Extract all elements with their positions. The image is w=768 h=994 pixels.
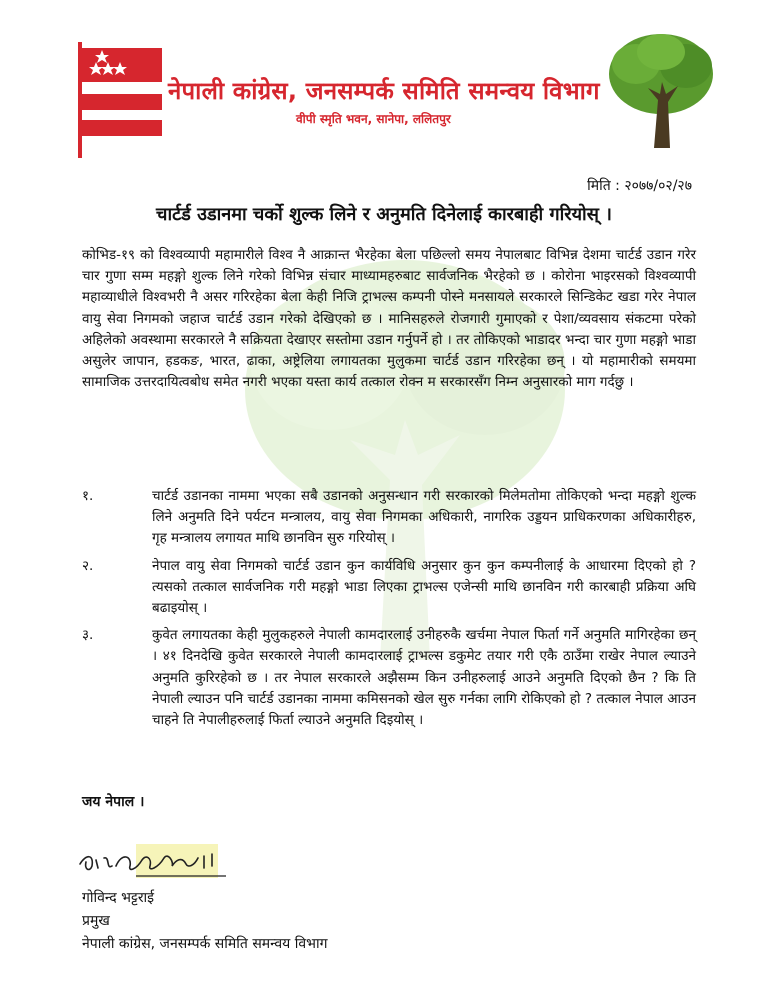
document-date: मिति : २०७७/०२/२७ [587, 178, 692, 194]
list-number: २. [82, 557, 94, 574]
list-text: चार्टर्ड उडानका नाममा भएका सबै उडानको अनुसन्धान गरी सरकारको मिलेमतोमा तोकिएको भन्दा महङ्गो शुल्क लिने अनुमति दिने पर्यटन मन्त्रालय, वायु सेवा निगमका अधिकारी, नागरिक उड्डयन प्राधिकरणका अधिकारीहरु, गृह मन्त्रालय लगायत माथि छानविन सुरु गरियोस् । [152, 488, 696, 547]
list-item [82, 625, 696, 731]
signatory-organization: नेपाली कांग्रेस, जनसम्पर्क समिति समन्वय विभाग [82, 936, 328, 952]
list-item [82, 486, 696, 550]
demand-list [82, 486, 696, 737]
list-text: नेपाल वायु सेवा निगमको चार्टर्ड उडान कुन कार्यविधि अनुसार कुन कुन कम्पनीलाई के आधारमा दिएको हो ? त्यसको तत्काल सार्वजनिक गरी महङ्गो भाडा लिएका ट्राभल्स एजेन्सी माथि छानविन गरी कारबाही प्रक्रिया अघि बढाइयोस् । [152, 557, 696, 617]
list-text: कुवेत लगायतका केही मुलुकहरुले नेपाली कामदारलाई उनीहरुकै खर्चमा नेपाल फिर्ता गर्ने अनुमति मागिरहेका छन् । ४१ दिनदेखि कुवेत सरकारले नेपाली कामदारलाई ट्राभल्स डकुमेट तयार गरी एकै ठाउँमा राखेर नेपाल ल्याउने अनुमति कुरिरहेको छ । तर नेपाल सरकारले अझैसम्म किन उनीहरुलाई आउने अनुमति दिएको छैन ? कि ति नेपाली ल्याउन पनि चार्टर्ड उडानका नाममा कमिसनको खेल सुरु गर्नका लागि रोकिएको हो ? तत्काल नेपाल आउन चाहने ति नेपालीहरुलाई फिर्ता ल्याउने अनुमति दिइयोस् । [152, 627, 696, 729]
list-number: १. [82, 488, 94, 504]
nepali-congress-flag-icon [74, 40, 166, 160]
list-item [82, 556, 696, 620]
tree-icon [606, 30, 716, 150]
letterhead [0, 0, 768, 170]
organization-name: नेपाली कांग्रेस, जनसम्पर्क समिति समन्वय विभाग [168, 77, 600, 105]
organization-address: वीपी स्मृति भवन, सानेपा, ललितपुर [296, 112, 451, 126]
signatory-role: प्रमुख [82, 913, 110, 929]
list-number: ३. [82, 627, 94, 644]
handwritten-signature [76, 836, 246, 886]
signatory-name: गोविन्द भट्टराई [82, 890, 155, 906]
closing-salutation: जय नेपाल । [82, 794, 145, 810]
document-title: चार्टर्ड उडानमा चर्को शुल्क लिने र अनुमति दिनेलाई कारबाही गरियोस् । [156, 204, 612, 225]
body-paragraph: कोभिड-१९ को विश्वव्यापी महामारीले विश्व नै आक्रान्त भैरहेका बेला पछिल्लो समय नेपालबाट विभिन्न देशमा चार्टर्ड उडान गरेर चार गुणा सम्म महङ्गो शुल्क लिने गरेको विभिन्न संचार माध्यामहरुबाट सार्वजनिक भैरहेको छ । कोरोना भाइरसको विश्वव्यापी महाव्याधीले विश्वभरी नै असर गरिरहेका बेला केही निजि ट्राभल्स कम्पनी पोस्ने मनसायले सरकारले सिन्डिकेट खडा गरेर नेपाल वायु सेवा निगमको जहाज चार्टर्ड उडान गरेको देखिएको छ । मानिसहरुले रोजगारी गुमाएको र पेशा/व्यवसाय संकटमा परेको अहिलेको अवस्थामा सरकारले नै सक्रियता देखाएर सस्तोमा उडान गर्नुपर्ने हो । तर तोकिएको भाडादर भन्दा चार गुणा महङ्गो भाडा असुलेर जापान, हडकङ, भारत, ढाका, अष्ट्रेलिया लगायतका मुलुकमा चार्टर्ड उडान गरिरहेका छन् । यो महामारीको समयमा सामाजिक उत्तरदायित्वबोध समेत नगरी भएका यस्ता कार्य तत्काल रोक्न म सरकारसँग निम्न अनुसारको माग गर्दछु । [82, 247, 696, 391]
